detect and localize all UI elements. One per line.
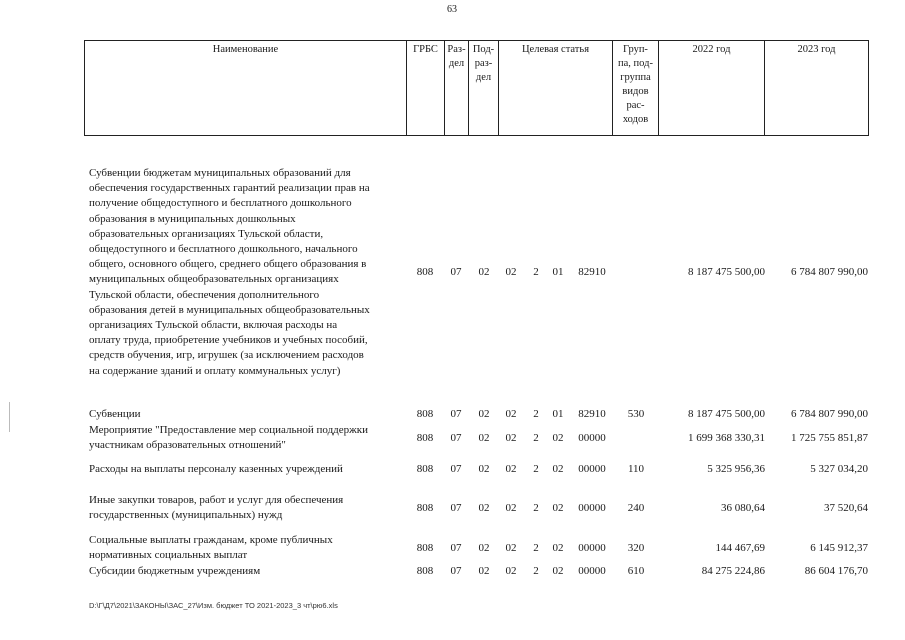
cell-grbs: 808 bbox=[416, 431, 434, 444]
header-2022: 2022 год bbox=[659, 41, 765, 136]
cell-y2023: 37 520,64 bbox=[824, 501, 868, 514]
cell-y2022: 8 187 475 500,00 bbox=[688, 408, 765, 421]
row-name-line: Субсидии бюджетным учреждениям bbox=[89, 565, 261, 577]
header-group: Груп- па, под- группа видов рас- ходов bbox=[613, 41, 659, 136]
cell-cs4: 00000 bbox=[578, 541, 606, 554]
row-name-line: Социальные выплаты гражданам, кроме публичных bbox=[89, 534, 333, 546]
row-name-line: образования детей в муниципальных общеобразовательных bbox=[89, 303, 370, 316]
cell-cs3: 02 bbox=[552, 541, 564, 554]
cell-podrazdel: 02 bbox=[478, 463, 490, 476]
cell-group: 530 bbox=[627, 408, 645, 421]
cell-group: 320 bbox=[627, 541, 645, 554]
row-name-line: Расходы на выплаты персоналу казенных учреждений bbox=[89, 463, 343, 475]
margin-mark bbox=[9, 402, 10, 432]
cell-podrazdel: 02 bbox=[478, 408, 490, 421]
cell-y2023: 5 327 034,20 bbox=[810, 463, 868, 476]
cell-cs3: 01 bbox=[552, 265, 564, 278]
cell-razdel: 07 bbox=[450, 565, 462, 578]
cell-razdel: 07 bbox=[450, 501, 462, 514]
row-name-line: Тульской области, обеспечения дополнительного bbox=[89, 288, 320, 301]
cell-cs4: 00000 bbox=[578, 565, 606, 578]
cell-grbs: 808 bbox=[416, 565, 434, 578]
row-name-line: образовательных организациях Тульской области, bbox=[89, 227, 324, 240]
cell-razdel: 07 bbox=[450, 463, 462, 476]
row-name bbox=[89, 407, 409, 422]
row-name-line: организациях Тульской области, включая расходы на bbox=[89, 319, 338, 332]
header-grbs: ГРБС bbox=[407, 41, 445, 136]
cell-y2022: 144 467,69 bbox=[715, 541, 765, 554]
row-name-line: Субвенции бюджетам муниципальных образований для bbox=[89, 167, 351, 179]
cell-cs4: 82910 bbox=[578, 408, 606, 421]
cell-cs3: 02 bbox=[552, 463, 564, 476]
cell-razdel: 07 bbox=[450, 408, 462, 421]
cell-cs1: 02 bbox=[505, 501, 517, 514]
cell-cs2: 2 bbox=[533, 501, 539, 514]
page-number: 63 bbox=[447, 4, 457, 15]
cell-y2023: 86 604 176,70 bbox=[804, 565, 868, 578]
cell-grbs: 808 bbox=[416, 408, 434, 421]
row-name-line: нормативных социальных выплат bbox=[89, 549, 248, 562]
cell-y2023: 1 725 755 851,87 bbox=[791, 431, 868, 444]
header-target: Целевая статья bbox=[499, 41, 613, 136]
cell-cs3: 02 bbox=[552, 501, 564, 514]
file-path-footer: D:\Г\Д7\2021\ЗАКОНЫ\ЗАС_27\Изм. бюджет ТО 2021-2023_3 чт\рю6.xls bbox=[89, 601, 338, 610]
cell-y2023: 6 145 912,37 bbox=[810, 541, 868, 554]
cell-cs1: 02 bbox=[505, 265, 517, 278]
row-name bbox=[89, 533, 409, 563]
cell-y2022: 1 699 368 330,31 bbox=[688, 431, 765, 444]
cell-razdel: 07 bbox=[450, 541, 462, 554]
cell-cs2: 2 bbox=[533, 463, 539, 476]
cell-cs2: 2 bbox=[533, 565, 539, 578]
cell-cs4: 82910 bbox=[578, 265, 606, 278]
cell-razdel: 07 bbox=[450, 431, 462, 444]
cell-cs3: 02 bbox=[552, 431, 564, 444]
row-name-line: общего, основного общего, среднего общего образования в bbox=[89, 258, 367, 271]
cell-cs1: 02 bbox=[505, 565, 517, 578]
cell-y2022: 5 325 956,36 bbox=[707, 463, 765, 476]
cell-cs4: 00000 bbox=[578, 463, 606, 476]
row-name-line: Мероприятие "Предоставление мер социальной поддержки bbox=[89, 424, 368, 436]
cell-group: 110 bbox=[627, 463, 645, 476]
header-razdel: Раз- дел bbox=[445, 41, 469, 136]
cell-podrazdel: 02 bbox=[478, 501, 490, 514]
header-name: Наименование bbox=[85, 41, 407, 136]
cell-group: 610 bbox=[627, 565, 645, 578]
row-name-line: оплату труда, приобретение учебников и учебных пособий, bbox=[89, 334, 368, 347]
cell-cs2: 2 bbox=[533, 265, 539, 278]
row-name-line: государственных (муниципальных) нужд bbox=[89, 509, 283, 522]
cell-cs1: 02 bbox=[505, 431, 517, 444]
header-2023: 2023 год bbox=[765, 41, 869, 136]
row-name-line: участникам образовательных отношений" bbox=[89, 439, 286, 452]
cell-cs1: 02 bbox=[505, 408, 517, 421]
row-name bbox=[89, 166, 409, 379]
row-name-line: получение общедоступного и бесплатного дошкольного bbox=[89, 197, 352, 210]
cell-cs2: 2 bbox=[533, 541, 539, 554]
row-name-line: обеспечения государственных гарантий реализации прав на bbox=[89, 182, 370, 195]
cell-podrazdel: 02 bbox=[478, 431, 490, 444]
cell-cs2: 2 bbox=[533, 408, 539, 421]
cell-podrazdel: 02 bbox=[478, 565, 490, 578]
cell-cs2: 2 bbox=[533, 431, 539, 444]
cell-y2022: 84 275 224,86 bbox=[701, 565, 765, 578]
cell-grbs: 808 bbox=[416, 463, 434, 476]
row-name-line: средств обучения, игр, игрушек (за исключением расходов bbox=[89, 349, 364, 362]
cell-y2023: 6 784 807 990,00 bbox=[791, 408, 868, 421]
row-name-line: муниципальных общеобразовательных организациях bbox=[89, 273, 339, 286]
cell-grbs: 808 bbox=[416, 541, 434, 554]
row-name bbox=[89, 423, 409, 453]
row-name-line: на содержание зданий и оплату коммунальных услуг) bbox=[89, 364, 341, 377]
cell-grbs: 808 bbox=[416, 265, 434, 278]
cell-cs1: 02 bbox=[505, 463, 517, 476]
cell-cs3: 01 bbox=[552, 408, 564, 421]
row-name bbox=[89, 462, 409, 477]
row-name-line: Субвенции bbox=[89, 408, 141, 420]
cell-cs3: 02 bbox=[552, 565, 564, 578]
row-name-line: Иные закупки товаров, работ и услуг для обеспечения bbox=[89, 494, 344, 506]
cell-cs4: 00000 bbox=[578, 431, 606, 444]
cell-group: 240 bbox=[627, 501, 645, 514]
cell-y2022: 8 187 475 500,00 bbox=[688, 265, 765, 278]
row-name bbox=[89, 564, 409, 579]
cell-y2022: 36 080,64 bbox=[721, 501, 765, 514]
row-name bbox=[89, 493, 409, 523]
cell-cs1: 02 bbox=[505, 541, 517, 554]
cell-podrazdel: 02 bbox=[478, 265, 490, 278]
row-name-line: общедоступного и бесплатного дошкольного, начального bbox=[89, 243, 358, 256]
row-name-line: образования в муниципальных дошкольных bbox=[89, 212, 296, 225]
cell-cs4: 00000 bbox=[578, 501, 606, 514]
cell-y2023: 6 784 807 990,00 bbox=[791, 265, 868, 278]
cell-podrazdel: 02 bbox=[478, 541, 490, 554]
cell-grbs: 808 bbox=[416, 501, 434, 514]
cell-razdel: 07 bbox=[450, 265, 462, 278]
header-podrazdel: Под- раз- дел bbox=[469, 41, 499, 136]
